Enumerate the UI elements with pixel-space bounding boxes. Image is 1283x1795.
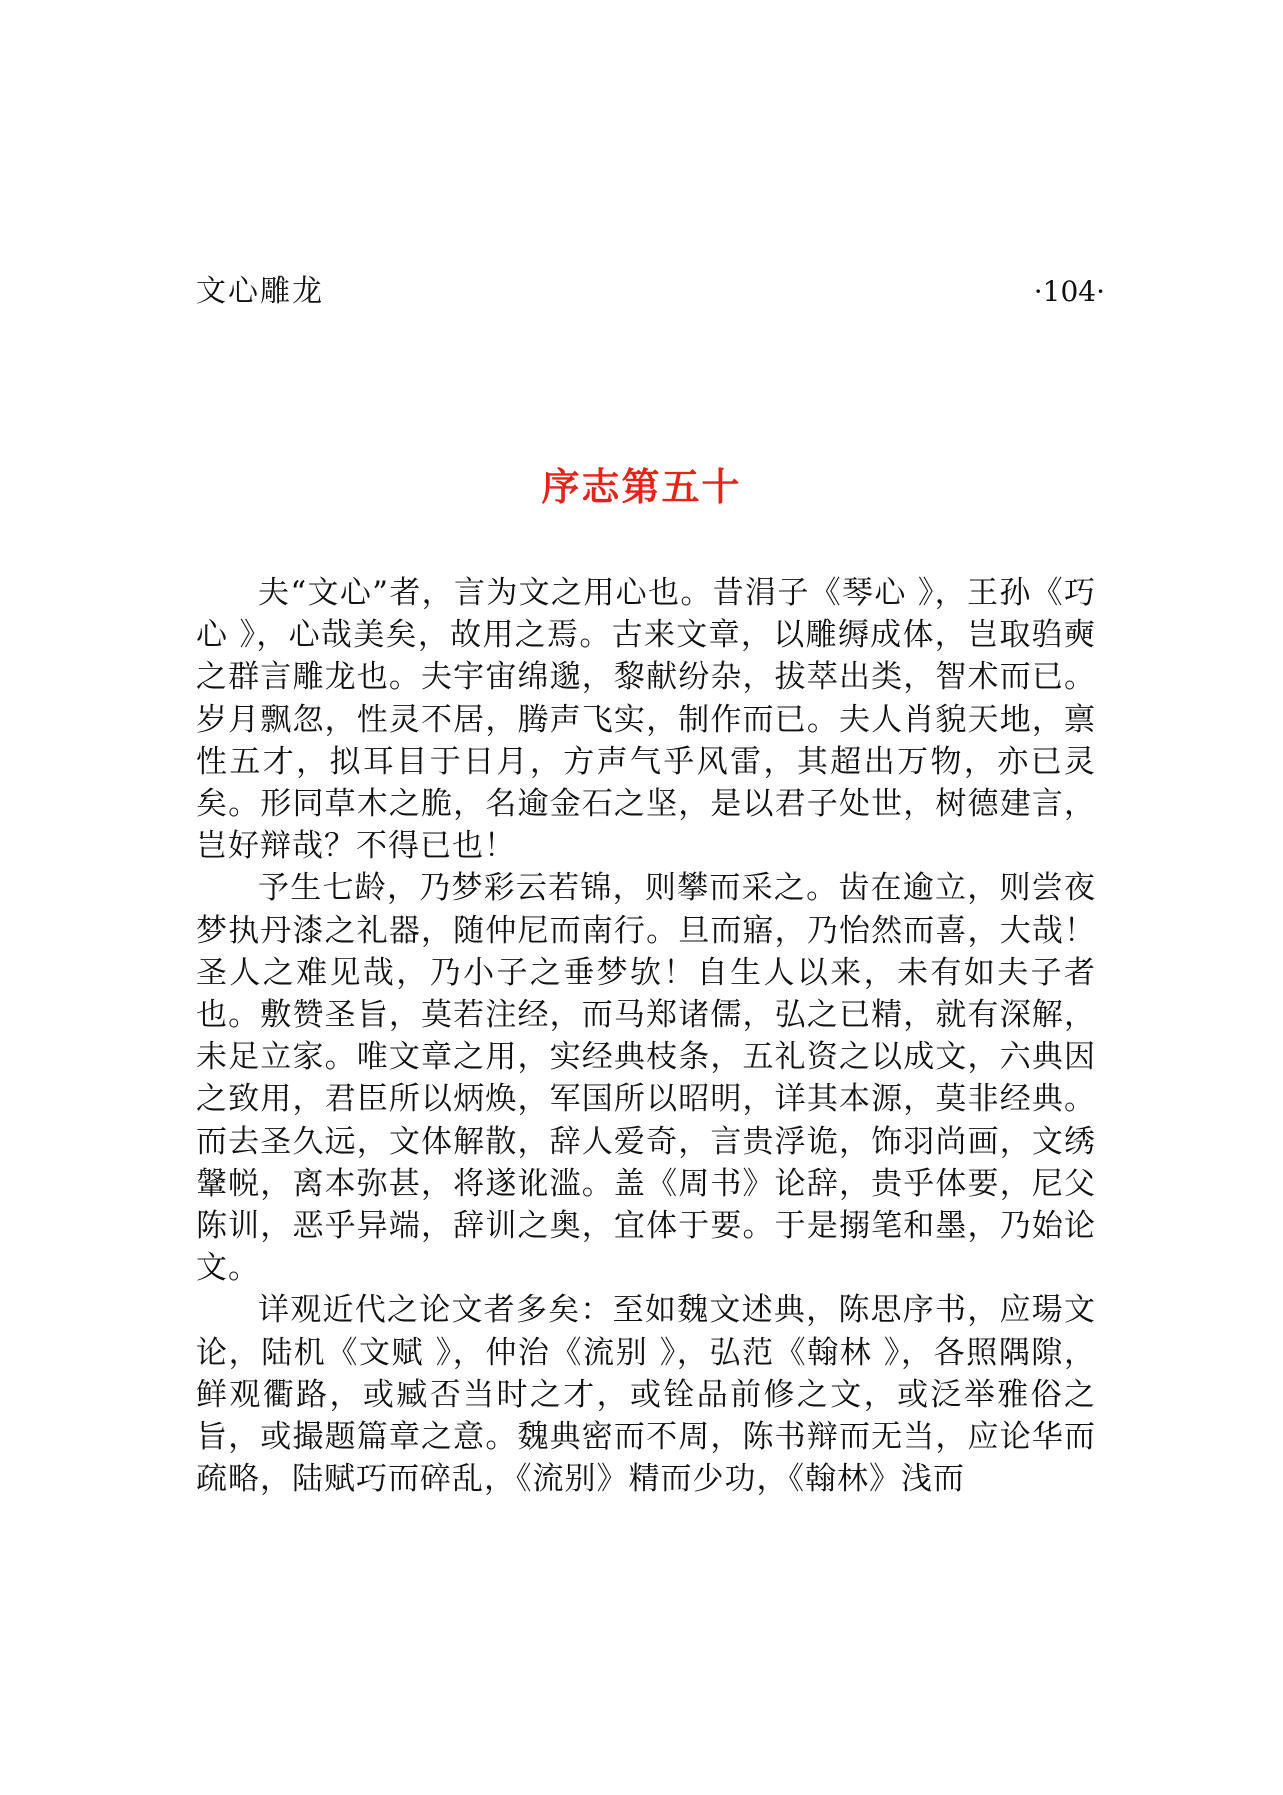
page-number: ·104· — [1033, 275, 1105, 308]
chapter-title: 序志第五十 — [541, 465, 742, 509]
body-text — [196, 572, 1096, 1500]
paragraph-2: 予生七龄，乃梦彩云若锦，则攀而采之。齿在逾立，则尝夜梦执丹漆之礼器，随仲尼而南行。旦而寤，乃怡然而喜，大哉！圣人之难见哉，乃小子之垂梦欤！自生人以来，未有如夫子者也。敷赞圣旨，莫若注经，而马郑诸儒，弘之已精，就有深解，未足立家。唯文章之用，实经典枝条，五礼资之以成文，六典因之致用，君臣所以炳焕，军国所以昭明，详其本源，莫非经典。而去圣久远，文体解散，辞人爱奇，言贵浮诡，饰羽尚画，文绣鞶帨，离本弥甚，将遂讹滥。盖《周书》论辞，贵乎体要，尼父陈训，恶乎异端，辞训之奥，宜体于要。于是搦笔和墨，乃始论文。 — [196, 870, 1096, 1287]
running-header-book-title: 文心雕龙 — [196, 274, 324, 309]
paragraph-1: 夫“文心”者，言为文之用心也。昔涓子《琴心 》，王孙《巧心 》，心哉美矣，故用之焉。古来文章，以雕缛成体，岂取驺奭之群言雕龙也。夫宇宙绵邈，黎献纷杂，拔萃出类，智术而已。岁月飘忽，性灵不居，腾声飞实，制作而已。夫人肖貌天地，禀性五才，拟耳目于日月，方声气乎风雷，其超出万物，亦已灵矣。形同草木之脆，名逾金石之坚，是以君子处世，树德建言，岂好辩哉？不得已也！ — [196, 575, 1096, 865]
paragraph-3: 详观近代之论文者多矣：至如魏文述典，陈思序书，应瑒文论，陆机《文赋 》，仲治《流别 》，弘范《翰林 》，各照隅隙，鲜观衢路，或臧否当时之才，或铨品前修之文，或泛举雅俗之旨，或撮题篇章之意。魏典密而不周，陈书辩而无当，应论华而疏略，陆赋巧而碎乱，《流别》精而少功，《翰林》浅而 — [196, 1292, 1096, 1498]
